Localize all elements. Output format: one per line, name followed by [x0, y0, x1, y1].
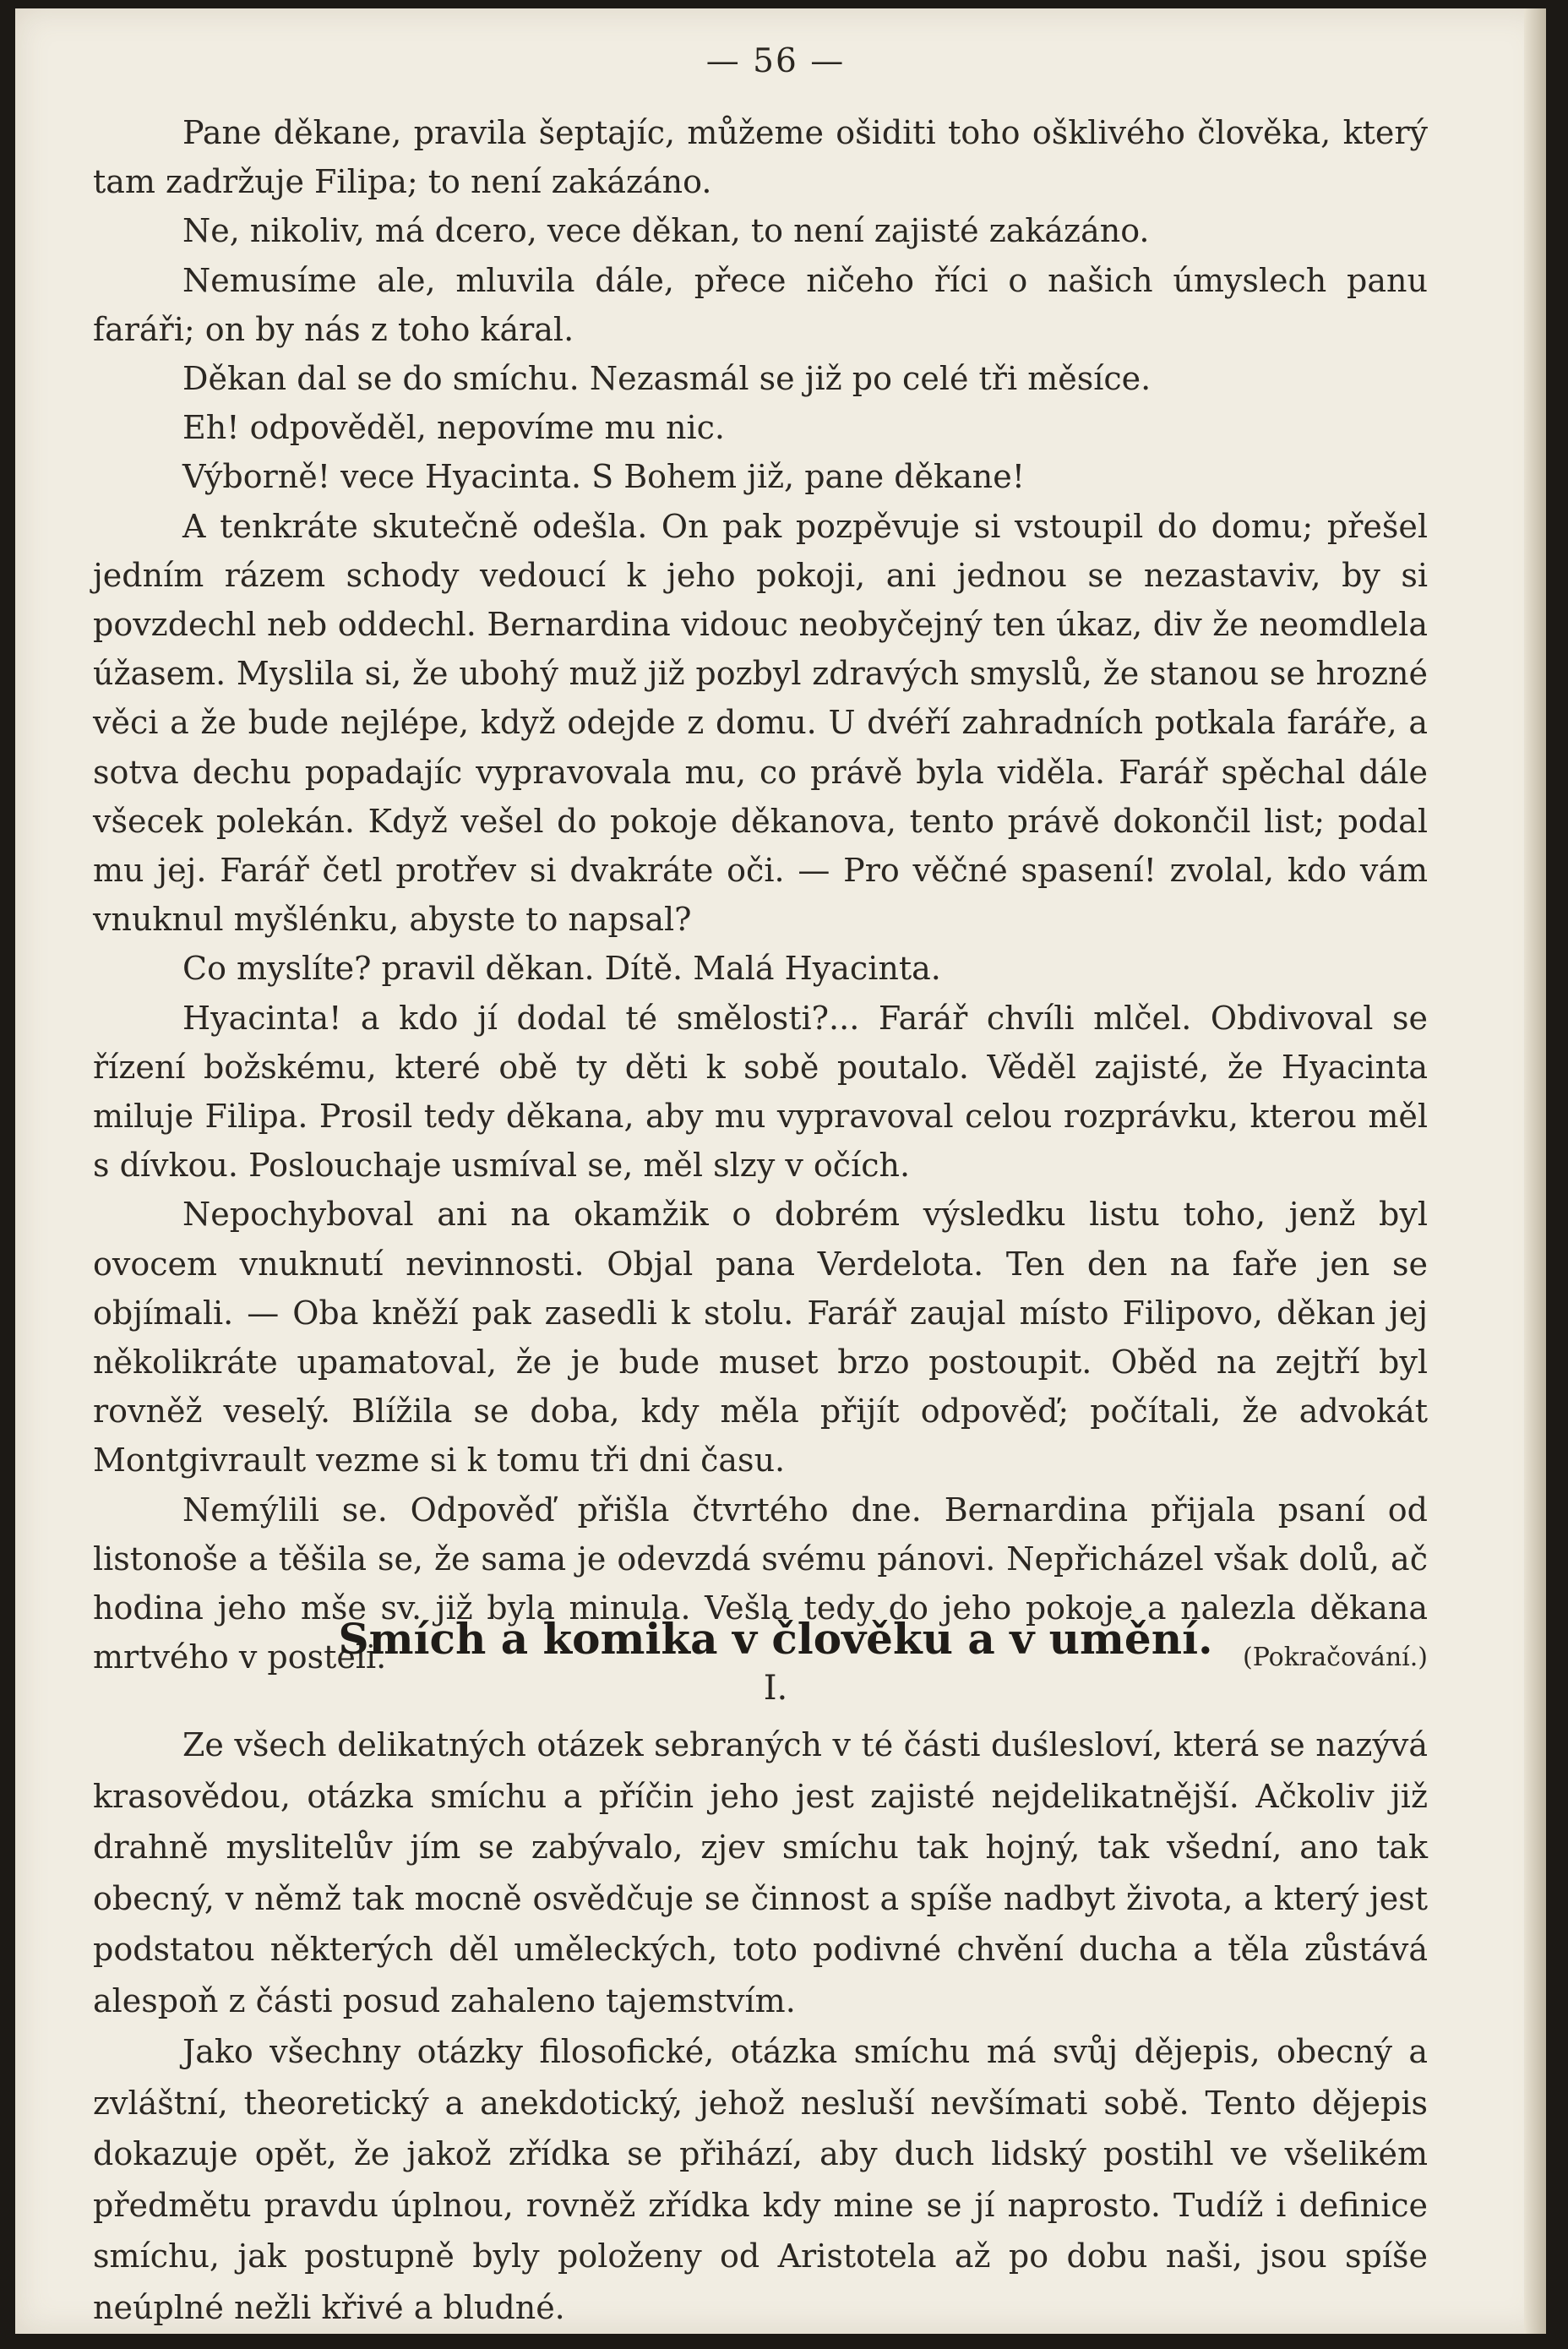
page-edge-shadow — [1524, 8, 1546, 2334]
story-paragraph: Co myslíte? pravil děkan. Dítě. Malá Hyacinta. — [182, 950, 941, 988]
article-title: Smích a komika v člověku a v umění. — [338, 1614, 1213, 1664]
continued-note: (Pokračování.) — [1243, 1642, 1428, 1672]
story-paragraph: Nemusíme ale, mluvila dále, přece ničeho říci o našich úmyslech panu faráři; on by nás z toho káral. — [93, 261, 1428, 348]
book-page — [15, 8, 1546, 2334]
story-paragraph: Nemýlili se. Odpověď přišla čtvrtého dne. Bernardina přijala psaní od listonoše a těšila se, že sama je odevzdá svému pánovi. Nepřicházel však dolů, ač hodina jeho mše sv. již byla minula. Vešla tedy do jeho pokoje a nalezla děkana mrtvého v posteli. — [93, 1491, 1428, 1676]
story-paragraph: Nepochyboval ani na okamžik o dobrém výsledku listu toho, jenž byl ovocem vnuknutí nevinnosti. Objal pana Verdelota. Ten den na faře jen se objímali. — Oba kněží pak zasedli k stolu. Farář zaujal místo Filipovo, děkan jej několikráte upamatoval, že je bude muset brzo postoupit. Oběd na zejtří byl rovněž veselý. Blížila se doba, kdy měla přijít odpověď; počítali, že advokát Montgivrault vezme si k tomu tři dni času. — [93, 1196, 1428, 1480]
story-paragraph: Eh! odpověděl, nepovíme mu nic. — [182, 409, 726, 447]
story-paragraph: A tenkráte skutečně odešla. On pak pozpěvuje si vstoupil do domu; přešel jedním rázem schody vedoucí k jeho pokoji, ani jednou se nezastaviv, by si povzdechl neb oddechl. Bernardina vidouc neobyčejný ten úkaz, div že neomdlela úžasem. Myslila si, že ubohý muž již pozbyl zdravých smyslů, že stanou se hrozné věci a že bude nejlépe, když odejde z domu. U dvéří zahradních potkala faráře, a sotva dechu popadajíc vypravovala mu, co právě byla viděla. Farář spěchal dále všecek polekán. Když vešel do pokoje děkanova, tento právě dokončil list; podal mu jej. Farář četl protřev si dvakráte oči. — Pro věčné spasení! zvolal, kdo vám vnuknul myšlénku, abyste to napsal? — [93, 507, 1428, 939]
story-paragraph: Výborně! vece Hyacinta. S Bohem již, pane děkane! — [182, 458, 1025, 496]
page-number: — 56 — — [705, 42, 846, 80]
story-paragraph: Hyacinta! a kdo jí dodal té smělosti?... Farář chvíli mlčel. Obdivoval se řízení božskému, které obě ty děti k sobě poutalo. Věděl zajisté, že Hyacinta miluje Filipa. Prosil tedy děkana, aby mu vypravoval celou rozprávku, kterou měl s dívkou. Poslouchaje usmíval se, měl slzy v očích. — [93, 999, 1428, 1185]
article-text — [93, 1720, 1428, 2333]
section-number: I. — [763, 1669, 788, 1708]
story-text — [93, 108, 1428, 1682]
article-paragraph: Jako všechny otázky filosofické, otázka smíchu má svůj dějepis, obecný a zvláštní, theoretický a anekdotický, jehož nesluší nevšímati sobě. Tento dějepis dokazuje opět, že jakož zřídka se přihází, aby duch lidský postihl ve všelikém předmětu pravdu úplnou, rovněž zřídka kdy mine se jí naprosto. Tudíž i definice smíchu, jak postupně byly položeny od Aristotela až po dobu naši, jsou spíše neúplné nežli křivé a bludné. — [93, 2033, 1428, 2326]
story-paragraph: Děkan dal se do smíchu. Nezasmál se již po celé tři měsíce. — [182, 360, 1152, 398]
story-paragraph: Pane děkane, pravila šeptajíc, můžeme ošiditi toho ošklivého člověka, který tam zadržuje Filipa; to není zakázáno. — [93, 114, 1428, 201]
story-paragraph: Ne, nikoliv, má dcero, vece děkan, to není zajisté zakázáno. — [182, 212, 1150, 250]
article-paragraph: Ze všech delikatných otázek sebraných v té části duślesloví, která se nazývá krasovědou, otázka smíchu a příčin jeho jest zajisté nejdelikatnější. Ačkoliv již drahně myslitelův jím se zabývalo, zjev smíchu tak hojný, tak všední, ano tak obecný, v němž tak mocně osvědčuje se činnost a spíše nadbyt života, a který jest podstatou některých děl uměleckých, toto podivné chvění ducha a těla zůstává alespoň z části posud zahaleno tajemstvím. — [93, 1726, 1428, 2019]
